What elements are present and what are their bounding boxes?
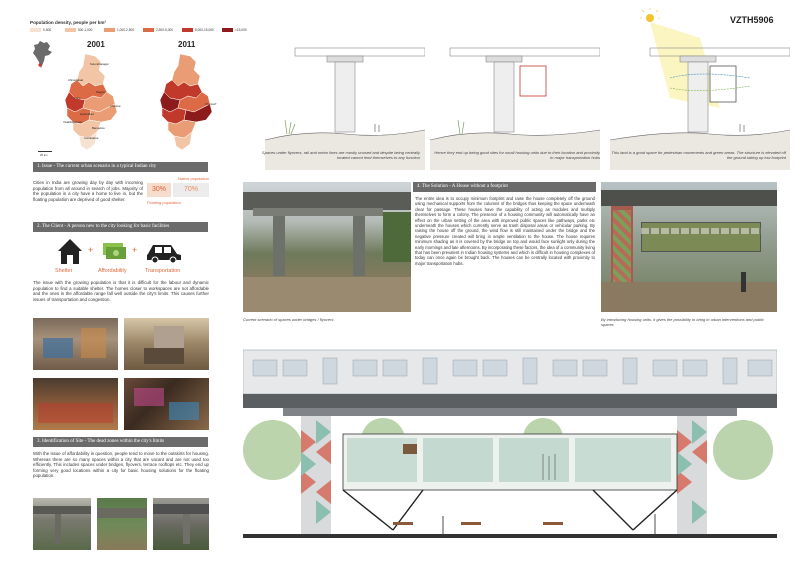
plus-icon: + xyxy=(88,245,94,255)
housing-render xyxy=(601,182,777,312)
legend-item: 0-500 xyxy=(30,28,51,33)
map-label: Bangalore xyxy=(92,126,105,130)
sketch-3-caption: This land is a good space for pedestrian movements and green areas. The structure is elevated off the ground taking up low footprint xyxy=(611,150,786,160)
map-label: Visakhapatnam xyxy=(63,120,83,124)
flyover-photo-3 xyxy=(153,498,209,550)
site-heading: 3. Identification of Site - The dead zones within the city's limits xyxy=(33,437,208,447)
flyover-photo-2 xyxy=(97,498,147,550)
map-label: Chennai xyxy=(110,104,121,108)
house-icon xyxy=(55,236,85,266)
icon-label-affordability: Affordability xyxy=(98,268,127,274)
map-label: Surendranagar xyxy=(90,62,109,66)
under-flyover-photo xyxy=(243,182,411,312)
market-photo xyxy=(33,378,118,430)
map-label: Hyderabad xyxy=(80,112,94,116)
client-heading: 2. The Client - A person new to the city looking for basic facilities xyxy=(33,222,208,232)
money-icon xyxy=(100,238,128,266)
chennai-label: Chennai* xyxy=(205,102,217,106)
legend-item: 1,000-2,500 xyxy=(104,28,134,33)
legend-item: 2,500-5,000 xyxy=(143,28,173,33)
issue-heading: 1. Issue - The current urban scenario in a typical Indian city xyxy=(33,162,208,172)
render-caption: By introducing housing units, it gives the possibility to bring in urban interventions and public spaces xyxy=(601,317,764,327)
legend-item: 500-1,000 xyxy=(65,28,92,33)
icon-label-shelter: Shelter xyxy=(55,268,73,274)
flyover-sketch-2 xyxy=(430,30,600,170)
legend-item: >15,000 xyxy=(222,28,247,33)
native-label: Native population xyxy=(178,176,209,181)
scale-bar xyxy=(38,151,52,152)
flyover-sketch-1 xyxy=(265,30,425,170)
year-2001-label: 2001 xyxy=(87,40,105,49)
flyover-photo-1 xyxy=(33,498,91,550)
plus-icon: + xyxy=(132,245,138,255)
section-drawing xyxy=(243,330,777,550)
sketch-1-caption: Spaces under flyovers, rail and metro lines are mostly unused and despite being centrally located cannot lend themselves to any function xyxy=(261,150,420,160)
map-2001-labels xyxy=(58,52,138,152)
native-pct: 70% xyxy=(173,183,209,197)
client-text: The issue with the growing population is that it is difficult for the labour and dynamic population to find a suitable shelter. The homes closer to workspaces are not affordable and the ones in the affordable range fall well outside the city's limits. This causes further issues of transportation and congestion. xyxy=(33,280,209,302)
solution-text: The entire idea is to occupy minimum footprint and raise the house completely off the ground using mechanical supports from the columns of the bridges thus keeping the space underneath clear for passage. These houses have the capability of acting as modules and multiply themselves to form a colony. The presence of a housing community will automatically have an effect on the urban setting of the area with improved public spaces like pathways, parks etc underneath the houses which currently serve as trash disposal areas or vehicular parking. By raising the house off the ground, the wind flow is still maintained under the bridge and the negative pressure created will bring in ample ventilation to the house. The house requires minimum shading as it is covered by the bridge on top and would face sunlight only during the early mornings and late afternoons. By incorporating these factors, the idea of a community living that has been prevalent in Indian housing systems and which is difficult in housing complexes of today can once again be brought back. The houses can be centrally located with proximity to major transportation hubs. xyxy=(415,196,595,266)
india-locator-map xyxy=(30,40,54,70)
slum-photo xyxy=(33,318,118,370)
floating-pct: 30% xyxy=(147,183,171,197)
legend-item: 5,000-15,000 xyxy=(182,28,214,33)
issue-text: Cities in India are growing day by day with incoming population from all around in search of jobs. Majority of the population in a city have a home to live in, but the floating population are deprived of good shelter. xyxy=(33,180,143,202)
solution-heading: 4. The Solution - A House without a footprint xyxy=(413,182,596,192)
flyover-sketch-3 xyxy=(610,8,790,170)
sketch-2-caption: Hence they end up being good sites for small housing units due to their location and proximity to major transportation hubs xyxy=(434,150,600,160)
project-code: VZTH5906 xyxy=(730,15,774,25)
map-label: Coimbatore xyxy=(84,136,99,140)
density-title: Population density, people per km² xyxy=(30,20,106,25)
photos-caption: Current scenario of spaces under bridges / flyovers xyxy=(243,317,334,322)
icon-label-transportation: Transportation xyxy=(145,268,181,274)
site-text: With the issue of affordability in question, people tend to move to the outskirts for housing. Whereas there are so many spaces within a city that are vacant and are not used too efficiently. This includes spaces under bridges, flyovers, terrace rooftops etc. They end up forming very good locations within a city for basic housing solutions for the floating population. xyxy=(33,451,209,479)
map-label: Nagpur xyxy=(96,90,106,94)
year-2011-label: 2011 xyxy=(178,40,196,49)
car-icon xyxy=(145,240,183,264)
scale-label: 25 km xyxy=(40,153,48,157)
street-vendor-photo xyxy=(124,318,209,370)
sleeping-people-photo xyxy=(124,378,209,430)
floating-label: Floating population xyxy=(147,200,181,205)
map-label: Pune xyxy=(74,96,81,100)
map-label: Ahmedabad xyxy=(68,78,84,82)
